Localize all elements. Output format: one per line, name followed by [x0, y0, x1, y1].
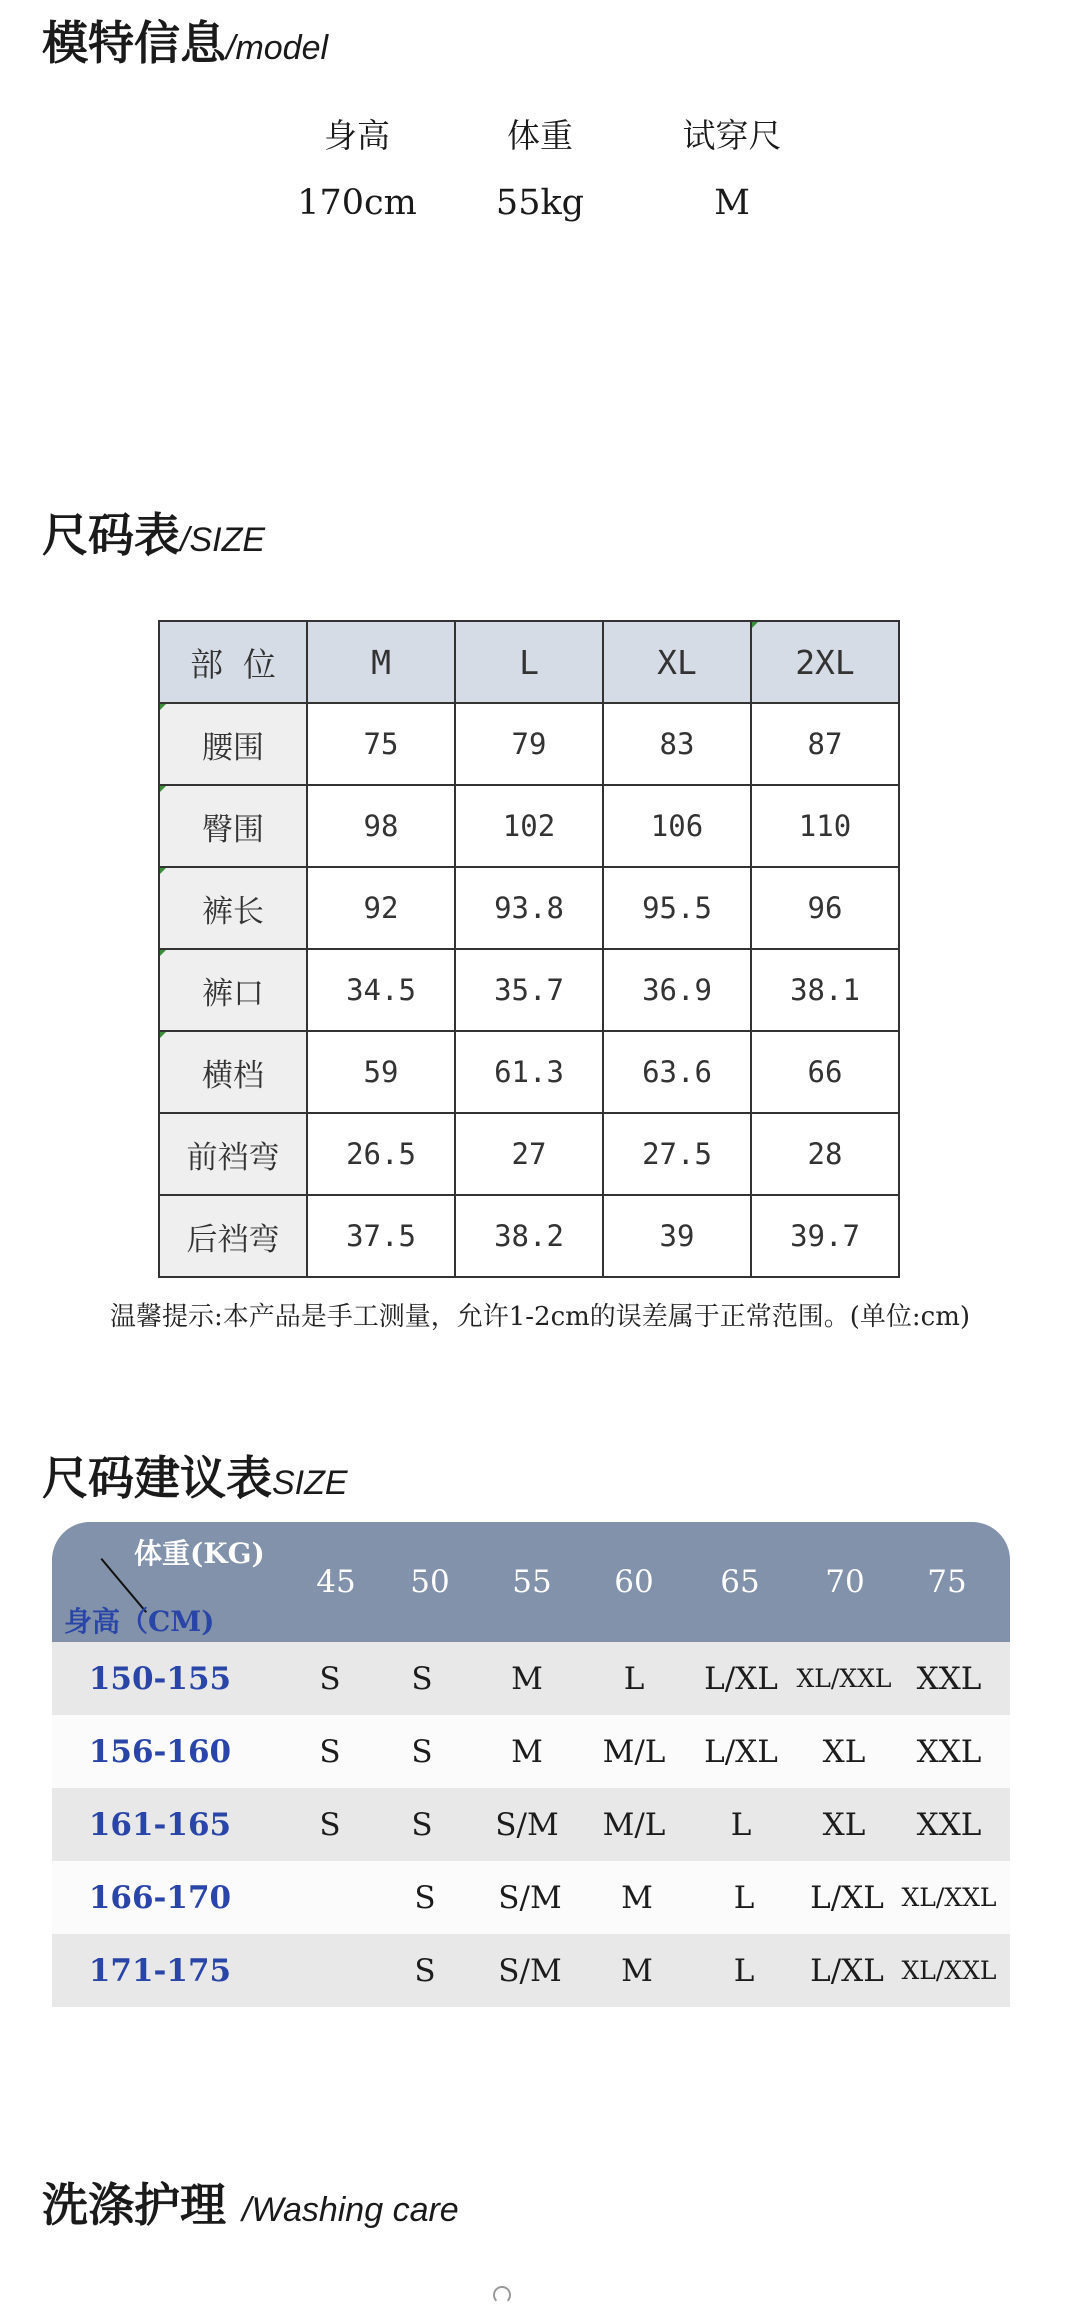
- size-cell: XL/XXL: [901, 1883, 997, 1912]
- size-cell: L: [730, 1806, 752, 1843]
- size-title-en: /SIZE: [180, 521, 266, 559]
- size-cell: L/XL: [810, 1879, 884, 1916]
- row-label: 腰围: [159, 703, 307, 785]
- table-cell: 28: [751, 1113, 899, 1195]
- size-cell: XL/XXL: [796, 1664, 892, 1693]
- table-cell: 79: [455, 703, 603, 785]
- table-row: [159, 949, 899, 1031]
- table-cell: 38.1: [751, 949, 899, 1031]
- size-cell: S/M: [498, 1952, 562, 1989]
- size-cell: S/M: [495, 1806, 559, 1843]
- row-label: 前裆弯: [159, 1113, 307, 1195]
- washing-title-en: /Washing care: [242, 2191, 459, 2229]
- model-info-grid: [262, 110, 822, 240]
- table-cell: 27: [455, 1113, 603, 1195]
- table-cell: 110: [751, 785, 899, 867]
- model-section-title: [42, 16, 329, 70]
- size-col-m: M: [307, 621, 455, 703]
- model-value-weight: 55kg: [495, 183, 585, 223]
- height-range: 166-170: [88, 1879, 232, 1916]
- table-row: [159, 1031, 899, 1113]
- measurement-tip: 温馨提示:本产品是手工测量，允许1-2cm的误差属于正常范围。(单位:cm): [109, 1302, 971, 1332]
- size-cell: S/M: [498, 1879, 562, 1916]
- size-cell: S: [414, 1952, 436, 1989]
- size-cell: XXL: [916, 1660, 982, 1697]
- size-cell: S: [411, 1806, 433, 1843]
- table-row: [159, 1195, 899, 1277]
- row-label: 横档: [159, 1031, 307, 1113]
- size-cell: L/XL: [810, 1952, 884, 1989]
- table-cell: 75: [307, 703, 455, 785]
- size-cell: XL: [822, 1806, 866, 1843]
- table-cell: 38.2: [455, 1195, 603, 1277]
- suggestion-header-row: [52, 1522, 1010, 1642]
- table-row: [52, 1642, 1010, 1715]
- row-label: 裤长: [159, 867, 307, 949]
- size-col-xl: XL: [603, 621, 751, 703]
- model-header-size: 试穿尺: [682, 116, 782, 155]
- table-cell: 26.5: [307, 1113, 455, 1195]
- suggest-title-en: SIZE: [272, 1464, 348, 1502]
- size-cell: M/L: [602, 1806, 666, 1843]
- table-cell: 36.9: [603, 949, 751, 1031]
- weight-header: 70: [825, 1564, 865, 1600]
- weight-axis-label: 体重(KG): [134, 1537, 265, 1570]
- size-cell: L: [733, 1879, 755, 1916]
- model-value-size: M: [714, 183, 750, 223]
- model-title-cn: 模特信息: [42, 16, 226, 70]
- size-cell: [275, 1861, 385, 1934]
- model-value-height: 170cm: [297, 183, 417, 223]
- height-range: 161-165: [88, 1806, 232, 1843]
- size-cell: L: [623, 1660, 645, 1697]
- table-cell: 61.3: [455, 1031, 603, 1113]
- row-label: 裤口: [159, 949, 307, 1031]
- weight-header: 55: [512, 1564, 552, 1600]
- table-cell: 35.7: [455, 949, 603, 1031]
- height-range: 150-155: [88, 1660, 232, 1697]
- table-cell: 92: [307, 867, 455, 949]
- table-cell: 39: [603, 1195, 751, 1277]
- size-cell: M: [621, 1952, 653, 1989]
- row-label: 臀围: [159, 785, 307, 867]
- size-table: [158, 620, 900, 1278]
- size-cell: XL: [822, 1733, 866, 1770]
- model-header-height: 身高: [324, 116, 390, 155]
- size-cell: XXL: [916, 1806, 982, 1843]
- table-cell: 37.5: [307, 1195, 455, 1277]
- size-col-2xl: 2XL: [751, 621, 899, 703]
- table-cell: 59: [307, 1031, 455, 1113]
- size-cell: S: [411, 1733, 433, 1770]
- size-col-part: 部 位: [159, 621, 307, 703]
- size-cell: M: [511, 1660, 543, 1697]
- size-cell: M/L: [602, 1733, 666, 1770]
- size-cell: S: [319, 1733, 341, 1770]
- table-row: [159, 867, 899, 949]
- size-cell: XL/XXL: [901, 1956, 997, 1985]
- height-range: 171-175: [88, 1952, 232, 1989]
- size-title-cn: 尺码表: [42, 508, 180, 562]
- size-cell: M: [511, 1733, 543, 1770]
- table-row: [52, 1934, 1010, 2007]
- table-cell: 83: [603, 703, 751, 785]
- table-row: [159, 785, 899, 867]
- table-cell: 106: [603, 785, 751, 867]
- table-row: [159, 1113, 899, 1195]
- weight-header: 65: [720, 1564, 760, 1600]
- table-row: [52, 1788, 1010, 1861]
- size-cell: XXL: [916, 1733, 982, 1770]
- size-suggestion-table: [52, 1522, 1010, 2007]
- table-cell: 34.5: [307, 949, 455, 1031]
- table-cell: 95.5: [603, 867, 751, 949]
- size-table-header-row: [159, 621, 899, 703]
- size-cell: L/XL: [704, 1660, 778, 1697]
- washing-title-cn: 洗涤护理: [42, 2178, 226, 2232]
- table-cell: 87: [751, 703, 899, 785]
- table-cell: 102: [455, 785, 603, 867]
- table-cell: 63.6: [603, 1031, 751, 1113]
- suggest-section-title: [42, 1451, 348, 1505]
- table-cell: 27.5: [603, 1113, 751, 1195]
- size-cell: S: [414, 1879, 436, 1916]
- table-row: [52, 1715, 1010, 1788]
- height-axis-label: 身高（CM): [64, 1605, 215, 1638]
- size-cell: L: [733, 1952, 755, 1989]
- table-cell: 39.7: [751, 1195, 899, 1277]
- weight-header: 50: [410, 1564, 450, 1600]
- table-row: [159, 703, 899, 785]
- size-cell: M: [621, 1879, 653, 1916]
- size-cell: [275, 1934, 385, 2007]
- table-cell: 98: [307, 785, 455, 867]
- model-title-en: /model: [226, 29, 329, 67]
- size-cell: S: [319, 1806, 341, 1843]
- weight-header: 60: [614, 1564, 654, 1600]
- model-header-weight: 体重: [507, 116, 573, 155]
- height-range: 156-160: [88, 1733, 232, 1770]
- washing-section-title: [42, 2178, 459, 2232]
- row-label: 后裆弯: [159, 1195, 307, 1277]
- suggest-title-cn: 尺码建议表: [42, 1451, 272, 1505]
- table-cell: 93.8: [455, 867, 603, 949]
- size-cell: S: [411, 1660, 433, 1697]
- table-cell: 66: [751, 1031, 899, 1113]
- weight-header: 75: [927, 1564, 967, 1600]
- table-row: [52, 1861, 1010, 1934]
- care-icon-partial: [493, 2286, 511, 2304]
- weight-header: 45: [316, 1564, 356, 1600]
- size-cell: S: [319, 1660, 341, 1697]
- size-cell: L/XL: [704, 1733, 778, 1770]
- size-col-l: L: [455, 621, 603, 703]
- table-cell: 96: [751, 867, 899, 949]
- size-section-title: [42, 508, 266, 562]
